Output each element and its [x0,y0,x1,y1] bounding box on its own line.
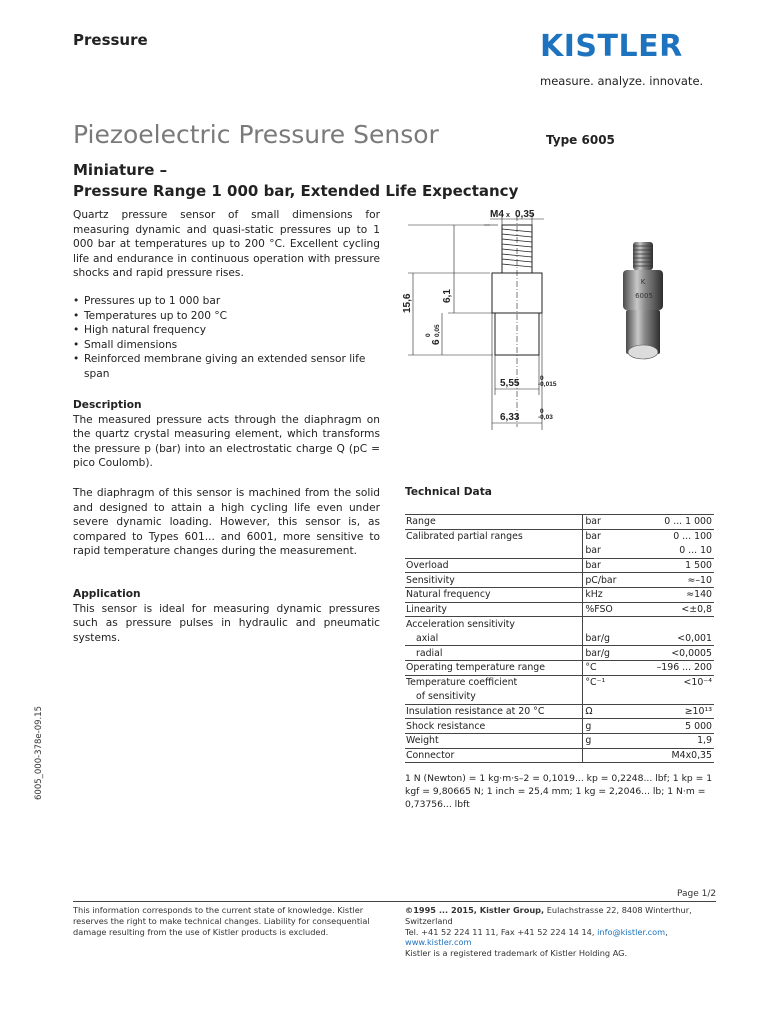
param-value [656,690,714,705]
param-value: 5 000 [656,719,714,734]
subtitle [73,160,518,202]
lower-tol-lower: 0,05 [434,324,441,337]
param-unit: bar [583,515,656,530]
feature-item: • Reinforced membrane giving an extended sensor life span [73,352,393,381]
subtitle-line-1: Miniature – [73,161,168,179]
brand-block [540,30,716,88]
table-row [405,558,714,573]
type-label: Type 6005 [546,133,615,147]
lower-length-label: 6 [431,339,442,345]
upper-length-label: 6,1 [442,289,453,303]
param-unit: bar/g [583,631,656,646]
param-value: 0 ... 10 [679,545,712,557]
table-row [405,617,714,632]
param-unit [583,617,656,632]
sensor-outline [408,213,544,430]
application-section [73,587,380,645]
footer-divider [73,901,716,902]
application-heading: Application [73,588,141,600]
table-row [405,733,714,748]
table-row [405,646,714,661]
diameter-1-tol-upper: 0 [540,375,544,382]
param-name: Shock resistance [405,719,583,734]
description-heading: Description [73,399,142,411]
param-name: Natural frequency [405,587,583,602]
description-paragraph-1: The measured pressure acts through the diaphragm on the quartz crystal measuring element, which transforms the pressure p (bar) into an electrostatic charge Q (pC = pico Coulomb). [73,413,380,470]
thread-x-label: x [506,212,510,219]
param-value: 0 ... 100 [656,529,714,544]
param-value [656,617,714,632]
param-name: Calibrated partial ranges [405,529,583,544]
table-row [405,748,714,763]
feature-item: • High natural frequency [73,323,393,338]
param-name: Connector [405,748,583,763]
diameter-2-label: 6,33 [500,412,520,423]
table-row [405,690,714,705]
diameter-2-tol-lower: -0,03 [538,414,553,421]
intro-paragraph: Quartz pressure sensor of small dimensions for measuring dynamic and quasi-static pressures up to 1 000 bar at temperatures up to 200 °C. Excellent cycling life and endurance in continuous operation with pressure shocks and rapid pressure rises. [73,209,380,280]
footer-address: Eulachstrasse 22, 8408 Winterthur, Switzerland [405,905,692,926]
diameter-1-label: 5,55 [500,378,520,389]
overall-length-label: 15,6 [402,293,413,313]
section-label: Pressure [73,31,148,49]
technical-data-heading: Technical Data [405,486,492,498]
footer-contact [405,905,717,959]
diameter-1-tol-lower: -0,015 [538,381,557,388]
param-name: Range [405,515,583,530]
param-value: M4x0,35 [656,748,714,763]
footer-web-link[interactable]: www.kistler.com [405,937,472,948]
page-number: Page 1/2 [677,889,717,899]
table-row [405,660,714,675]
lower-tol-upper: 0 [425,333,432,337]
footer-separator: , [665,926,668,937]
param-value: ≥10¹³ [656,704,714,719]
feature-item: • Small dimensions [73,338,393,353]
thread-pitch-label: 0,35 [515,209,535,220]
thread-size-label: M4 [490,209,504,220]
param-name: Insulation resistance at 20 °C [405,704,583,719]
footer-phone-fax: Tel. +41 52 224 11 11, Fax +41 52 224 14 14, [405,926,598,937]
param-name: Overload [405,558,583,573]
param-unit: bar/g [583,646,656,661]
param-value: 1 500 [656,558,714,573]
param-unit: bar [583,544,656,559]
table-row [405,602,714,617]
footer-trademark: Kistler is a registered trademark of Kistler Holding AG. [405,948,628,959]
table-row [405,631,714,646]
param-unit: g [583,719,656,734]
table-row [405,587,714,602]
param-name: Operating temperature range [405,660,583,675]
param-value: 0 ... 1 000 [656,515,714,530]
photo-engraving-logo: K [640,278,646,286]
param-unit [583,748,656,763]
table-row [405,529,714,544]
param-value: ≈–10 [656,573,714,588]
brand-tagline: measure. analyze. innovate. [540,74,704,88]
kistler-logo: KISTLER [540,29,683,64]
param-unit: g [583,733,656,748]
param-name: of sensitivity [416,691,476,703]
table-row [405,675,714,690]
technical-data-table [405,514,714,763]
param-value: ≈140 [656,587,714,602]
param-value: –196 ... 200 [656,662,712,674]
param-unit: bar [583,558,656,573]
param-name: Temperature coefficient [405,675,583,690]
footer-line-2 [405,927,717,949]
footer-line-1 [405,905,717,927]
param-name: Sensitivity [405,573,583,588]
param-unit: °C⁻¹ [583,675,656,690]
feature-list [73,294,393,382]
feature-item: • Pressures up to 1 000 bar [73,294,393,309]
param-unit: %FSO [583,602,656,617]
description-section [73,398,380,471]
table-row [405,719,714,734]
param-name [405,544,583,559]
dimension-labels [402,209,557,423]
param-unit: bar [583,529,656,544]
feature-item: • Temperatures up to 200 °C [73,309,393,324]
param-value: <±0,8 [656,602,714,617]
table-row [405,544,714,559]
param-name: radial [405,646,583,661]
param-value: 1,9 [656,733,714,748]
page-title: Piezoelectric Pressure Sensor [73,120,439,149]
param-value: <0,0005 [656,646,714,661]
param-name: axial [416,632,439,644]
table-row [405,515,714,530]
application-text: This sensor is ideal for measuring dynamic pressures such as pressure pulses in hydraulic and pneumatic systems. [73,602,380,644]
dimension-drawing [398,205,598,435]
param-name: Linearity [405,602,583,617]
param-name: Acceleration sensitivity [405,617,583,632]
footer-disclaimer: This information corresponds to the current state of knowledge. Kistler reserves the right to make technical changes. Liability for consequential damage resulting from the use of Kistler products is excluded. [73,905,370,937]
sensor-photo [620,240,666,365]
param-unit: pC/bar [583,573,656,588]
param-value: <10⁻⁴ [656,675,714,690]
subtitle-line-2: Pressure Range 1 000 bar, Extended Life Expectancy [73,182,519,200]
param-unit: Ω [583,704,656,719]
table-row [405,704,714,719]
param-unit: kHz [583,587,656,602]
param-unit: °C [583,660,656,675]
diameter-2-tol-upper: 0 [540,408,544,415]
unit-conversion-note: 1 N (Newton) = 1 kg·m·s–2 = 0,1019... kp = 0,2248... lbf; 1 kp = 1 kgf = 9,80665 N; 1 inch = 25,4 mm; 1 kg = 2,2046... lb; 1 N·m = 0,73756... lbft [405,773,713,810]
footer-copyright: ©1995 ... 2015, Kistler Group, [405,905,545,915]
description-paragraph-2: The diaphragm of this sensor is machined from the solid and designed to attain a high cycling life even under severe dynamic loading. However, this sensor is, as compared to Types 601... and 6001, more sensitive to rapid temperature changes during the measurement. [73,487,380,558]
param-unit [583,690,656,705]
footer-email-link[interactable]: info@kistler.com [597,926,666,937]
table-row [405,573,714,588]
document-code: 6005_000-378e-09.15 [34,705,44,800]
param-value: <0,001 [677,632,712,644]
photo-engraving-type: 6005 [635,292,653,300]
param-name: Weight [405,733,583,748]
